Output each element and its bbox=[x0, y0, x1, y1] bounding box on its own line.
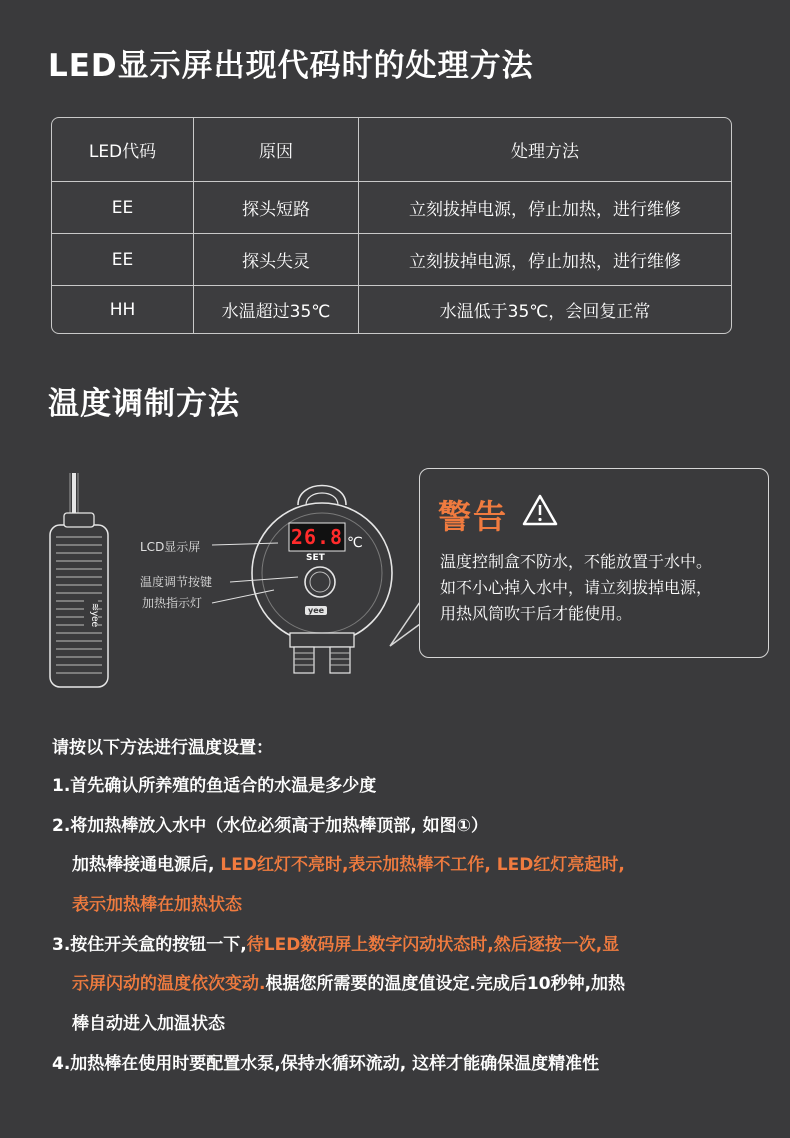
display-value: 26.8 bbox=[290, 525, 344, 549]
instructions-intro: 请按以下方法进行温度设置： bbox=[52, 738, 273, 758]
header-cell-code: LED代码 bbox=[52, 118, 194, 181]
cell-solution: 立刻拔掉电源，停止加热，进行维修 bbox=[409, 200, 681, 220]
cell-cause: 探头短路 bbox=[194, 182, 359, 233]
step-2-line-3: 表示加热棒在加热状态 bbox=[72, 895, 242, 915]
warning-box bbox=[419, 468, 769, 658]
brand-logo bbox=[305, 606, 327, 615]
step-2-line-2 bbox=[72, 850, 625, 875]
section-title-temperature: 温度调制方法 bbox=[48, 386, 240, 422]
table-row bbox=[52, 286, 731, 333]
step-4: 4.加热棒在使用时要配置水泵,保持水循环流动, 这样才能确保温度精准性 bbox=[52, 1054, 600, 1074]
error-code-table bbox=[51, 117, 732, 334]
brand-text: yee bbox=[308, 606, 325, 615]
warning-line: 用热风筒吹干后才能使用。 bbox=[440, 604, 633, 623]
label-indicator: 加热指示灯 bbox=[142, 596, 203, 610]
table-row bbox=[52, 234, 731, 285]
cell-code: EE bbox=[52, 182, 194, 233]
step-2-line-1: 2.将加热棒放入水中（水位必须高于加热棒顶部, 如图①） bbox=[52, 816, 489, 836]
step-3-text: 3.按住开关盒的按钮一下, bbox=[52, 935, 247, 955]
label-lcd: LCD显示屏 bbox=[140, 540, 201, 554]
svg-text:≋yee: ≋yee bbox=[89, 602, 100, 628]
section-title-led-codes: LED显示屏出现代码时的处理方法 bbox=[48, 48, 534, 84]
display-unit: ℃ bbox=[347, 535, 363, 551]
step-3-text: 根据您所需要的温度值设定.完成后10秒钟,加热 bbox=[265, 974, 626, 994]
heater-illustration bbox=[40, 465, 400, 695]
cell-solution: 立刻拔掉电源，停止加热，进行维修 bbox=[409, 252, 681, 272]
temperature-display bbox=[290, 524, 344, 550]
table-header-row bbox=[52, 118, 731, 181]
step-3-line-2 bbox=[72, 969, 625, 994]
cell-cause: 水温超过35℃ bbox=[194, 286, 359, 333]
step-3-line-1 bbox=[52, 930, 619, 955]
step-3-highlight: 待LED数码屏上数字闪动状态时,然后逐按一次,显 bbox=[246, 935, 620, 955]
label-button: 温度调节按键 bbox=[140, 575, 213, 589]
warning-triangle-icon bbox=[522, 493, 558, 527]
cell-code: HH bbox=[52, 286, 194, 333]
header-cell-solution: 处理方法 bbox=[511, 142, 579, 162]
step-3-line-3: 棒自动进入加温状态 bbox=[72, 1014, 225, 1034]
warning-line: 温度控制盒不防水，不能放置于水中。 bbox=[440, 552, 713, 571]
cell-cause: 探头失灵 bbox=[194, 234, 359, 285]
step-2-text: 加热棒接通电源后, bbox=[72, 855, 221, 875]
cell-solution: 水温低于35℃，会回复正常 bbox=[439, 302, 651, 322]
step-1: 1.首先确认所养殖的鱼适合的水温是多少度 bbox=[52, 776, 377, 796]
step-2-highlight: LED红灯不亮时,表示加热棒不工作, LED红灯亮起时, bbox=[220, 855, 625, 875]
header-cell-cause: 原因 bbox=[194, 118, 359, 181]
table-row bbox=[52, 182, 731, 233]
cell-code: EE bbox=[52, 234, 194, 285]
warning-title: 警告 bbox=[438, 497, 508, 536]
set-label: SET bbox=[306, 553, 325, 563]
warning-line: 如不小心掉入水中，请立刻拔掉电源， bbox=[440, 578, 713, 597]
step-3-highlight: 示屏闪动的温度依次变动. bbox=[72, 974, 266, 994]
